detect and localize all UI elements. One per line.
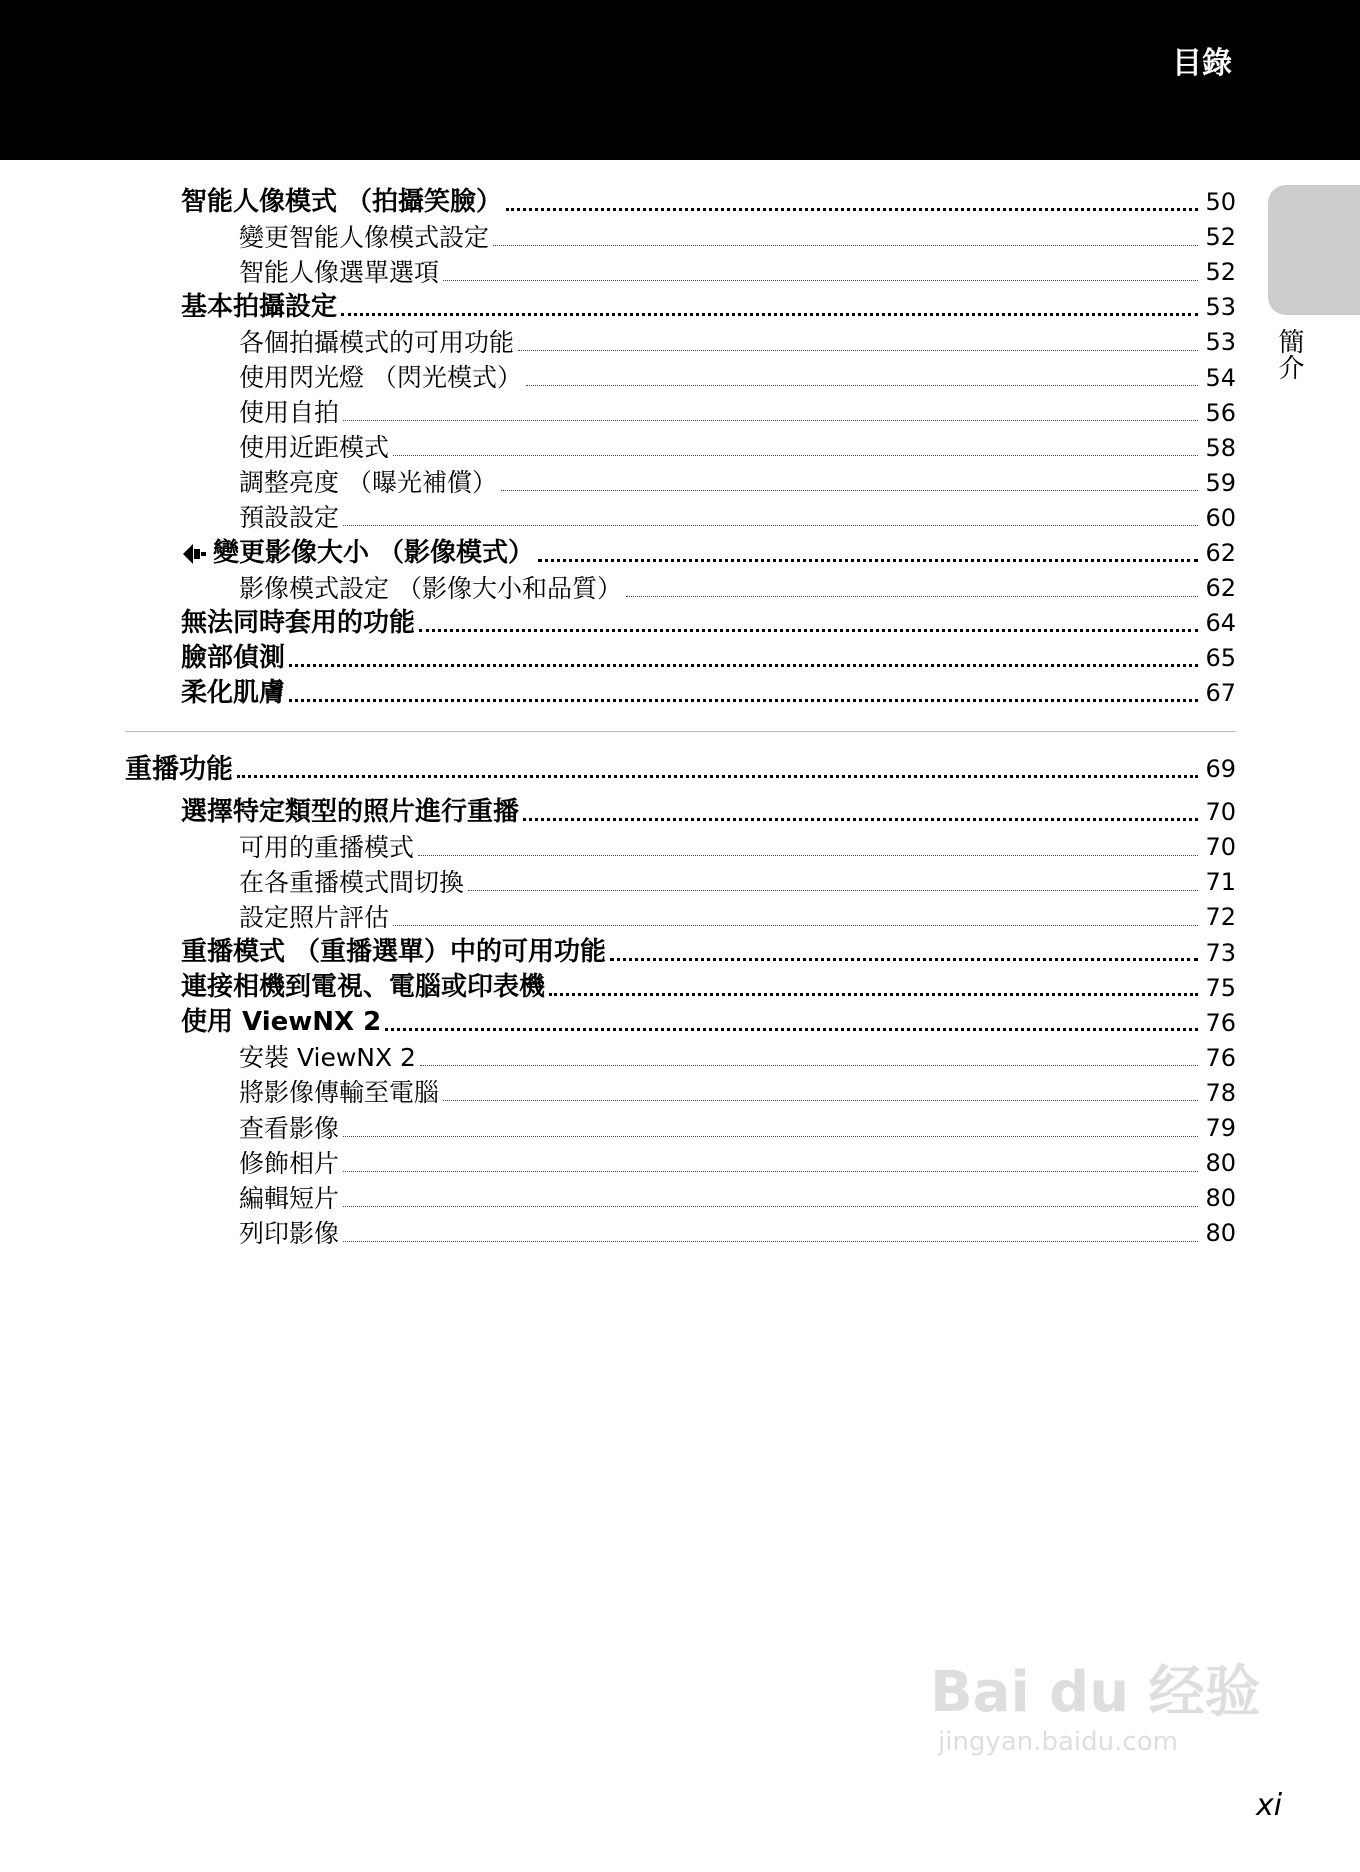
toc-entry-page: 53: [1205, 328, 1236, 357]
toc-entry[interactable]: [239, 1216, 1236, 1251]
toc-entry-page: 79: [1205, 1114, 1236, 1142]
dot-leader: [343, 420, 1198, 421]
section-tab-label: 簡介: [1274, 328, 1304, 380]
toc-entry[interactable]: [181, 795, 1236, 830]
toc-entry-title: 修飾相片: [239, 1148, 340, 1178]
dot-leader: [385, 1028, 1198, 1031]
toc-entry-page: 80: [1205, 1149, 1236, 1178]
toc-entry[interactable]: [181, 536, 1236, 571]
toc-entry-page: 64: [1205, 609, 1236, 638]
toc-entry-page: 62: [1205, 574, 1236, 603]
watermark-brand: Bai du 经验: [930, 1660, 1261, 1725]
toc-entry-page: 72: [1205, 903, 1236, 932]
toc-entry-title: 使用近距模式: [239, 433, 390, 463]
toc-entry-title: 使用 ViewNX 2: [181, 1007, 382, 1038]
toc-entry[interactable]: [239, 900, 1236, 935]
toc-entry[interactable]: [239, 1111, 1236, 1146]
toc-entry-title: 使用自拍: [239, 398, 340, 428]
toc-entry[interactable]: [181, 1005, 1236, 1040]
dot-leader: [343, 1241, 1198, 1242]
toc-entry-title: 無法同時套用的功能: [181, 607, 416, 638]
toc-entry-title: 柔化肌膚: [181, 677, 286, 708]
toc-entry-page: 67: [1205, 679, 1236, 708]
toc-entry-page: 52: [1205, 223, 1236, 252]
toc-entry-page: 59: [1205, 468, 1236, 497]
toc-entry-title: 各個拍攝模式的可用功能: [239, 327, 515, 357]
toc-entry-page: 60: [1205, 503, 1236, 532]
toc-entry[interactable]: [239, 865, 1236, 900]
toc-entry[interactable]: [239, 571, 1236, 606]
toc-entry-page: 56: [1205, 398, 1236, 427]
dot-leader: [549, 993, 1198, 996]
toc-entry-page: 73: [1205, 938, 1236, 967]
toc-entry-title: 變更影像大小 （影像模式）: [213, 537, 535, 568]
toc-entry[interactable]: [239, 1146, 1236, 1181]
toc-entry-page: 65: [1205, 644, 1236, 673]
toc-entry-title: 查看影像: [239, 1113, 340, 1143]
toc-entry-page: 80: [1205, 1219, 1236, 1248]
toc-entry-page: 50: [1205, 188, 1236, 216]
toc-entry-page: 53: [1205, 293, 1236, 322]
dot-leader: [506, 208, 1198, 211]
toc-entry-page: 62: [1205, 539, 1236, 567]
dot-leader: [289, 664, 1198, 667]
watermark: [930, 1660, 1261, 1758]
toc-entry-title: 變更智能人像模式設定: [239, 222, 490, 252]
dot-leader: [237, 775, 1198, 778]
toc-entry-title: 設定照片評估: [239, 902, 390, 932]
toc-entry-page: 76: [1205, 1008, 1236, 1037]
toc-entry[interactable]: [239, 430, 1236, 465]
dot-leader: [289, 699, 1198, 702]
toc-entry-title: 列印影像: [239, 1218, 340, 1248]
dot-leader: [501, 490, 1198, 491]
toc-entry-page: 75: [1205, 973, 1236, 1002]
dot-leader: [538, 559, 1198, 562]
toc-entry[interactable]: [239, 1075, 1236, 1110]
toc-entry[interactable]: [239, 465, 1236, 500]
toc-entry-title: 在各重播模式間切換: [239, 867, 465, 897]
watermark-url: jingyan.baidu.com: [938, 1727, 1178, 1757]
toc-entry-page: 52: [1205, 258, 1236, 287]
toc-entry[interactable]: [239, 1040, 1236, 1075]
toc-entry[interactable]: [239, 500, 1236, 535]
dot-leader: [393, 455, 1198, 456]
toc-entry[interactable]: [125, 752, 1236, 787]
toc-entry-title: 重播功能: [125, 753, 233, 785]
toc-entry-title: 編輯短片: [239, 1183, 340, 1213]
dot-leader: [418, 855, 1198, 856]
page-title: 目錄: [1172, 46, 1232, 81]
toc-entry[interactable]: [181, 641, 1236, 676]
toc-entry[interactable]: [181, 676, 1236, 711]
dot-leader: [626, 596, 1198, 597]
toc-entry-title: 臉部偵測: [181, 642, 286, 673]
toc-entry[interactable]: [239, 830, 1236, 865]
dot-leader: [420, 1065, 1198, 1066]
dot-leader: [341, 313, 1198, 316]
dot-leader: [526, 385, 1198, 386]
toc-entry-title: 基本拍攝設定: [181, 291, 338, 322]
toc-entry[interactable]: [181, 290, 1236, 325]
image-mode-icon: [181, 541, 207, 565]
toc-entry-page: 76: [1205, 1043, 1236, 1072]
toc-entry[interactable]: [181, 606, 1236, 641]
dot-leader: [343, 1136, 1198, 1137]
toc-entry[interactable]: [239, 220, 1236, 255]
toc-entry-title: 重播模式 （重播選單）中的可用功能: [181, 937, 607, 967]
toc-entry-title: 可用的重播模式: [239, 832, 415, 862]
dot-leader: [523, 818, 1198, 821]
toc-entry[interactable]: [239, 360, 1236, 395]
toc-entry-page: 78: [1205, 1078, 1236, 1107]
toc-entry-title: 將影像傳輸至電腦: [239, 1078, 440, 1108]
toc-entry-page: 54: [1205, 363, 1236, 392]
toc-entry[interactable]: [239, 1181, 1236, 1216]
toc-entry-title: 選擇特定類型的照片進行重播: [181, 796, 520, 827]
page-header: [0, 0, 1360, 160]
section-tab: [1268, 185, 1360, 315]
dot-leader: [443, 1100, 1198, 1101]
section-divider: [125, 731, 1236, 732]
dot-leader: [610, 958, 1198, 961]
dot-leader: [419, 629, 1198, 632]
dot-leader: [343, 1171, 1198, 1172]
toc-entry-title: 影像模式設定 （影像大小和品質）: [239, 573, 622, 603]
toc-entry-page: 71: [1205, 868, 1236, 897]
toc-entry-title: 智能人像選單選項: [239, 257, 440, 287]
page-number: xi: [1256, 1788, 1283, 1823]
toc-entry-title: 使用閃光燈 （閃光模式）: [239, 363, 522, 392]
toc-entry-title: 安裝 ViewNX 2: [239, 1043, 416, 1073]
toc-entry[interactable]: [239, 255, 1236, 290]
dot-leader: [343, 1206, 1198, 1207]
toc-entry-page: 70: [1205, 833, 1236, 862]
toc-entry-title: 預設設定: [239, 503, 340, 533]
dot-leader: [493, 245, 1198, 246]
toc-entry-page: 69: [1205, 755, 1236, 783]
dot-leader: [468, 890, 1198, 891]
toc-entry[interactable]: [239, 325, 1236, 360]
toc-entry[interactable]: [181, 185, 1236, 220]
toc-entry-title: 智能人像模式 （拍攝笑臉）: [181, 186, 503, 217]
dot-leader: [393, 925, 1198, 926]
toc-entry-page: 58: [1205, 433, 1236, 462]
toc-entry-title: 連接相機到電視、電腦或印表機: [181, 972, 546, 1003]
toc-entry[interactable]: [181, 935, 1236, 970]
toc-entry-page: 80: [1205, 1184, 1236, 1213]
dot-leader: [518, 350, 1198, 351]
toc-entry-title: 調整亮度 （曝光補償）: [239, 468, 497, 498]
dot-leader: [343, 525, 1198, 526]
toc-entry[interactable]: [181, 970, 1236, 1005]
toc-entry-page: 70: [1205, 798, 1236, 827]
dot-leader: [443, 280, 1198, 281]
toc-entry[interactable]: [239, 395, 1236, 430]
